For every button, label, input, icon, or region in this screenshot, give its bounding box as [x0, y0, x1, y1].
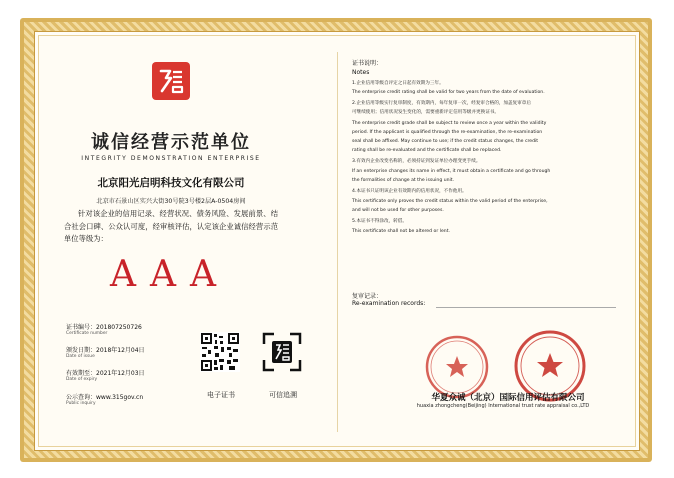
trace-scan-icon[interactable]	[262, 332, 302, 372]
recheck-line	[436, 307, 616, 308]
notes-line: rating shall be re-evaluated and the certificate shall be replaced.	[352, 148, 502, 153]
credit-logo-icon	[152, 62, 190, 100]
notes-line: 4.本证书只证明该企业有效期内的信用状况，不作他用。	[352, 189, 467, 194]
notes-line: 2.企业信用等级实行复审制度，有效期内，每年复审一次，经复审合格的，加盖复审章后	[352, 101, 531, 106]
expiry-date-row	[66, 368, 145, 377]
issue-date-en: Date of issue	[66, 354, 95, 359]
notes-line: period. If the applicant is qualified through the re-examination, the re-examination	[352, 130, 543, 135]
certificate-body: 针对该企业的信用记录、经营状况、债务风险、发展前景、结合社会口碑、公众认可度，经审核评估，认定该企业诚信经营示范单位等级为：	[64, 209, 278, 243]
notes-line: the formalities of change at the issuing unit.	[352, 178, 455, 183]
notes-header-en: Notes	[352, 69, 370, 76]
inquiry-label: 公示查询：	[66, 394, 97, 401]
cert-number-label: 证书编号：	[66, 324, 97, 331]
inquiry-row	[66, 392, 143, 401]
trusted-trace-label: 可信追溯	[269, 391, 297, 399]
issuer-name-en: huaxia zhongcheng(Beijing) International trust rate appraisal co.,LTD	[416, 403, 590, 409]
notes-line: seal shall be affixed. May continue to use; if the credit status changes, the credit	[352, 139, 539, 144]
notes-header-cn: 证书说明：	[352, 60, 383, 67]
notes-line: If an enterprise changes its name in effect, it must obtain a certificate and go through	[352, 169, 551, 174]
cert-number-row	[66, 322, 142, 331]
center-divider	[337, 52, 338, 432]
notes-line: 3.有效内企业改变名称的，必须持证到发证单位办理变更手续。	[352, 159, 481, 164]
notes-line: The enterprise credit grade shall be subject to review once a year within the validity	[352, 121, 547, 126]
notes-line: 5.本证书不得涂改，转借。	[352, 219, 407, 224]
certificate-title: 诚信经营示范单位	[91, 132, 251, 153]
qr-code-icon[interactable]	[200, 332, 240, 372]
inquiry-url[interactable]: www.315gov.cn	[96, 394, 144, 401]
inquiry-en: Public inquiry	[66, 401, 96, 406]
expiry-date-en: Date of expiry	[66, 377, 98, 382]
notes-line: This certificate only proves the credit status within the valid period of the enterprise,	[352, 199, 548, 204]
cert-number-en: Certificate number	[66, 331, 108, 336]
electronic-certificate-label: 电子证书	[207, 391, 235, 399]
expiry-date-value: 2021年12月03日	[96, 370, 145, 377]
company-name: 北京阳光启明科技文化有限公司	[97, 177, 245, 189]
notes-line: This certificate shall not be altered or lent.	[352, 229, 450, 234]
notes-line: 可继续使用；信用状况发生变化的，需要重新评定信用等级并更换证书。	[352, 110, 500, 115]
recheck-label-cn: 复审记录：	[352, 293, 383, 300]
issue-date-label: 颁发日期：	[66, 347, 97, 354]
issue-date-row	[66, 345, 145, 354]
certificate-subtitle: INTEGRITY DEMONSTRATION ENTERPRISE	[81, 155, 261, 162]
issuer-name-cn: 华夏众诚（北京）国际信用评估有限公司	[431, 393, 585, 403]
notes-line: The enterprise credit rating shall be valid for two years from the date of evaluation.	[352, 90, 545, 95]
notes-line: and will not be used for other purposes.	[352, 208, 444, 213]
company-address: 北京市石景山区实兴大街30号院3号楼2层A-0504房间	[96, 198, 246, 205]
notes-line: 1.企业信用等级自评定之日起有效期为三年。	[352, 81, 444, 86]
recheck-label-en: Re-examination records:	[352, 300, 426, 307]
issue-date-value: 2018年12月04日	[96, 347, 145, 354]
credit-grade: AAA	[110, 254, 230, 295]
cert-number-value: 201807250726	[96, 324, 142, 331]
expiry-date-label: 有效期至：	[66, 370, 97, 377]
